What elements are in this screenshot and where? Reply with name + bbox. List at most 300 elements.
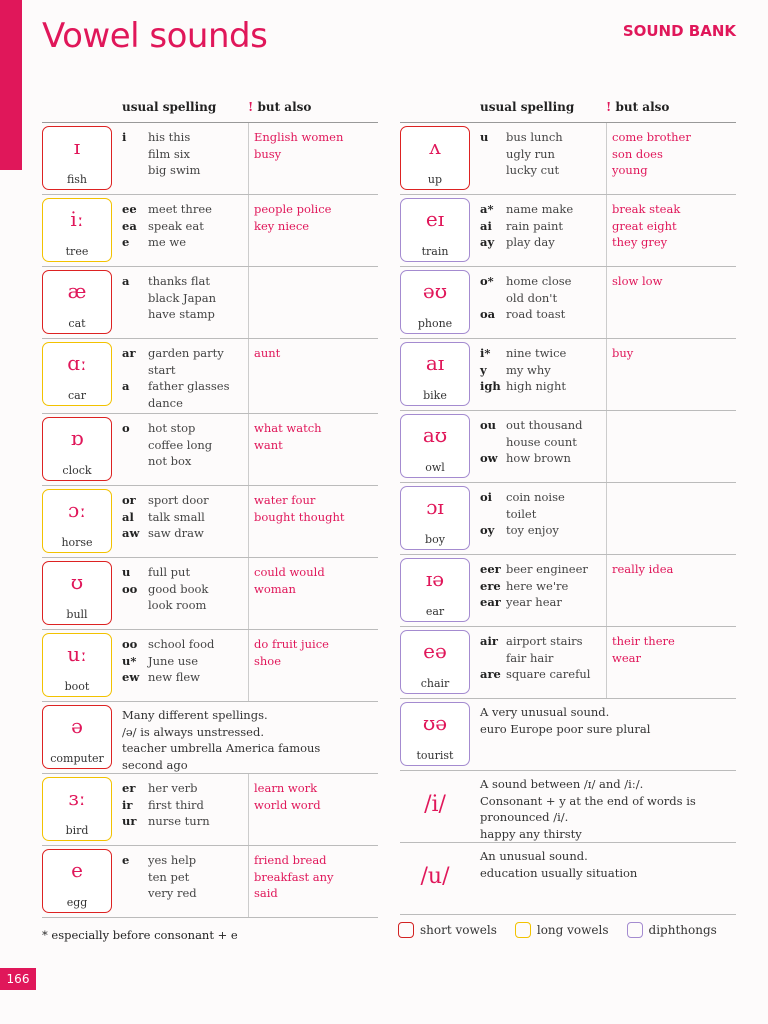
usual-spellings (480, 489, 598, 539)
spelling-line (480, 362, 598, 379)
sound-card (42, 633, 112, 697)
spelling-line (122, 813, 240, 830)
sound-card (400, 342, 470, 406)
phonetic-symbol: /u/ (420, 864, 450, 889)
long-vowel-swatch-icon (515, 922, 531, 938)
usual-spellings (122, 420, 240, 470)
right-column (400, 96, 736, 915)
example-word: phone (417, 317, 453, 330)
sound-row (42, 414, 378, 486)
example-word: tourist (416, 749, 454, 762)
spelling-line (122, 653, 240, 670)
sound-card (42, 777, 112, 841)
sound-row (400, 843, 736, 915)
spelling-letters: ar (122, 346, 136, 360)
but-also-line: busy (254, 146, 282, 161)
spelling-line (122, 564, 240, 581)
but-also-line: their there (612, 634, 675, 648)
spelling-line (480, 234, 598, 251)
sound-note (122, 707, 372, 773)
sound-row (42, 702, 378, 774)
example-word: bird (65, 824, 89, 837)
but-also-examples (612, 633, 736, 666)
spelling-examples: black Japan (148, 290, 217, 305)
but-also-heading: ! but also (248, 100, 312, 114)
usual-spellings (480, 345, 598, 395)
spelling-line (122, 581, 240, 598)
spelling-line (122, 636, 240, 653)
spelling-letters: i (122, 130, 127, 144)
spelling-examples: very red (148, 886, 197, 900)
but-also-examples (254, 345, 378, 362)
legend-diphthong: diphthongs (627, 922, 717, 938)
spelling-line (122, 306, 240, 323)
but-also-line: break steak (612, 202, 681, 216)
example-word: clock (62, 464, 92, 477)
note-line: happy any thirsty (480, 826, 582, 841)
spelling-line (122, 509, 240, 526)
but-also-line: come brother (612, 130, 691, 144)
sound-card (400, 270, 470, 334)
spelling-line (480, 345, 598, 362)
sound-card (42, 705, 112, 769)
spelling-examples: look room (148, 598, 207, 612)
spelling-line (122, 146, 240, 163)
column-divider (248, 846, 249, 917)
but-also-line: really idea (612, 562, 674, 576)
sound-row (400, 267, 736, 339)
spelling-letters: u* (122, 653, 137, 668)
spelling-line (122, 885, 240, 902)
spelling-letters (480, 650, 506, 667)
but-also-examples (254, 492, 378, 525)
usual-spellings (480, 201, 598, 251)
column-header (400, 96, 736, 123)
column-divider (248, 123, 249, 194)
but-also-examples (612, 129, 736, 179)
spelling-examples: square careful (506, 667, 591, 681)
spelling-letters: y (480, 362, 487, 377)
but-also-line: young (612, 163, 648, 177)
phonetic-symbol: iː (70, 207, 84, 231)
spelling-letters: a (122, 379, 130, 393)
spelling-letters (480, 506, 506, 523)
page-number: 166 (0, 968, 36, 990)
spelling-examples: sport door (148, 493, 209, 507)
sound-row (42, 339, 378, 414)
phonetic-symbol: əʊ (422, 279, 448, 303)
spelling-letters (122, 306, 148, 323)
spelling-examples: out thousand (506, 418, 583, 432)
sound-card (400, 774, 470, 838)
spelling-letters (122, 597, 148, 614)
column-divider (248, 414, 249, 485)
phonetic-symbol: ɒ (70, 426, 84, 450)
sound-card (42, 561, 112, 625)
sound-note (480, 704, 730, 737)
column-divider (606, 267, 607, 338)
usual-spellings (122, 129, 240, 179)
usual-spellings (122, 636, 240, 686)
spelling-examples: road toast (506, 307, 566, 321)
sound-card (42, 270, 112, 334)
spelling-letters (122, 146, 148, 163)
spelling-examples: meet three (148, 202, 212, 216)
but-also-line: English women (254, 130, 344, 144)
column-divider (606, 555, 607, 626)
column-divider (606, 483, 607, 554)
usual-spellings (480, 129, 598, 179)
but-also-line: shoe (254, 653, 282, 668)
note-line: pronounced /i/. (480, 810, 569, 824)
spelling-letters (480, 162, 506, 179)
spelling-examples: home close (506, 274, 572, 288)
spelling-line (122, 597, 240, 614)
example-word: bike (423, 389, 447, 402)
spelling-letters: igh (480, 379, 501, 393)
spelling-line (122, 290, 240, 307)
column-divider (248, 339, 249, 413)
but-also-line: what watch (254, 421, 322, 435)
spelling-letters: ir (122, 797, 133, 812)
note-line: Consonant + y at the end of words is (480, 793, 696, 808)
spelling-examples: toilet (506, 506, 537, 521)
spelling-line (480, 146, 598, 163)
usual-spellings (122, 273, 240, 323)
sound-card (42, 849, 112, 913)
spelling-line (480, 306, 598, 323)
spelling-examples: hot stop (148, 421, 196, 435)
example-word: boy (425, 533, 445, 546)
spelling-line (122, 218, 240, 235)
spelling-letters: aw (122, 526, 140, 540)
spelling-letters: a* (480, 202, 494, 216)
sound-card (400, 414, 470, 478)
spelling-examples: start (148, 362, 176, 377)
but-also-line: do fruit juice (254, 637, 329, 651)
spelling-examples: name make (506, 202, 574, 216)
example-word: fish (66, 173, 88, 186)
spelling-line (122, 797, 240, 814)
usual-spellings (480, 633, 598, 683)
column-divider (248, 630, 249, 701)
spelling-letters (122, 362, 148, 379)
spelling-line (122, 492, 240, 509)
usual-spellings (122, 201, 240, 251)
spelling-line (122, 201, 240, 218)
phonetic-symbol: ɜː (68, 786, 86, 810)
spelling-examples: father glasses (148, 379, 230, 393)
spelling-line (480, 633, 598, 650)
spelling-examples: high night (506, 379, 566, 393)
spelling-examples: fair hair (506, 650, 554, 665)
example-word: tree (65, 245, 89, 258)
spelling-examples: ugly run (506, 146, 555, 161)
spelling-letters: ere (480, 578, 501, 593)
sound-note (480, 848, 730, 881)
spelling-examples: nine twice (506, 346, 567, 360)
footnote: * especially before consonant + e (42, 928, 238, 942)
usual-spellings (480, 417, 598, 467)
spelling-examples: not box (148, 454, 192, 468)
usual-spelling-heading: usual spelling (122, 100, 217, 114)
spelling-letters: i* (480, 346, 491, 360)
phonetic-symbol: ʊ (70, 570, 84, 594)
spelling-examples: good book (148, 581, 209, 596)
sound-card (400, 486, 470, 550)
spelling-examples: her verb (148, 781, 198, 795)
spelling-letters (122, 453, 148, 470)
but-also-examples (612, 345, 736, 362)
phonetic-symbol: ə (71, 714, 83, 738)
but-also-line: they grey (612, 235, 668, 249)
phonetic-symbol: ɔː (68, 498, 86, 522)
spelling-examples: here we're (506, 578, 569, 593)
sound-row (400, 771, 736, 843)
spelling-examples: year hear (506, 595, 562, 609)
spelling-letters: ear (480, 595, 501, 609)
spelling-letters: or (122, 493, 136, 507)
spelling-examples: toy enjoy (506, 523, 559, 537)
column-divider (248, 486, 249, 557)
column-divider (606, 411, 607, 482)
but-also-examples (254, 564, 378, 597)
spelling-line (122, 362, 240, 379)
but-also-heading: ! but also (606, 100, 670, 114)
note-line: education usually situation (480, 865, 638, 880)
spelling-letters: al (122, 509, 134, 524)
column-header (42, 96, 378, 123)
spelling-letters: oo (122, 637, 138, 651)
legend-short: short vowels (398, 922, 497, 938)
note-line: A very unusual sound. (480, 705, 610, 719)
sound-card (42, 198, 112, 262)
spelling-examples: house count (506, 434, 577, 449)
example-word: chair (420, 677, 450, 690)
phonetic-symbol: eɪ (425, 207, 445, 231)
spelling-letters: er (122, 781, 136, 795)
spelling-examples: his this (148, 130, 191, 144)
spelling-letters: ow (480, 451, 498, 465)
spelling-letters: ay (480, 235, 495, 249)
spelling-letters (122, 395, 148, 412)
column-divider (248, 774, 249, 845)
spelling-letters: e (122, 235, 130, 249)
but-also-examples (254, 780, 378, 813)
usual-spellings (480, 273, 598, 323)
note-line: An unusual sound. (480, 849, 588, 863)
phonetic-symbol: æ (67, 279, 87, 303)
column-divider (606, 195, 607, 266)
spelling-examples: have stamp (148, 307, 215, 321)
phonetic-symbol: ɔɪ (426, 495, 444, 519)
sound-row (400, 339, 736, 411)
column-divider (606, 627, 607, 698)
example-word: car (68, 389, 86, 402)
spelling-examples: coin noise (506, 490, 565, 504)
but-also-line: said (254, 886, 278, 900)
sound-row (42, 558, 378, 630)
usual-spellings (122, 852, 240, 902)
phonetic-symbol: /i/ (424, 792, 446, 817)
example-word: ear (425, 605, 445, 618)
spelling-letters: o* (480, 274, 494, 288)
spelling-examples: full put (148, 565, 191, 579)
phonetic-symbol: ɪə (425, 567, 445, 591)
spelling-letters (122, 437, 148, 454)
sound-card (400, 846, 470, 910)
note-line: euro Europe poor sure plural (480, 721, 651, 736)
but-also-examples (254, 852, 378, 902)
phonetic-symbol: ʊə (422, 711, 448, 735)
but-also-line: friend bread (254, 853, 327, 867)
spelling-line (122, 129, 240, 146)
column-divider (606, 339, 607, 410)
spelling-letters: air (480, 634, 498, 648)
spelling-examples: speak eat (148, 218, 204, 233)
but-also-examples (254, 636, 378, 669)
but-also-line: people police (254, 202, 332, 216)
sound-card (400, 558, 470, 622)
sound-row (400, 123, 736, 195)
but-also-line: buy (612, 346, 634, 360)
but-also-line: world word (254, 797, 321, 812)
spelling-examples: me we (148, 235, 187, 249)
spelling-line (122, 780, 240, 797)
example-word: cat (68, 317, 86, 330)
spelling-examples: school food (148, 637, 215, 651)
sound-row (42, 267, 378, 339)
spelling-letters: ew (122, 670, 140, 684)
spelling-line (480, 506, 598, 523)
sound-row (400, 483, 736, 555)
sound-row (400, 411, 736, 483)
spelling-letters (480, 146, 506, 163)
spelling-examples: garden party (148, 346, 224, 360)
but-also-examples (612, 273, 736, 290)
sound-card (400, 126, 470, 190)
example-word: horse (61, 536, 93, 549)
spelling-letters: o (122, 421, 130, 435)
but-also-line: breakfast any (254, 869, 334, 884)
sound-row (42, 774, 378, 846)
usual-spellings (480, 561, 598, 611)
sound-card (42, 489, 112, 553)
column-divider (606, 123, 607, 194)
spelling-examples: film six (148, 146, 190, 161)
spelling-letters: oa (480, 307, 496, 321)
note-line: teacher umbrella America famous (122, 741, 321, 755)
but-also-examples (254, 420, 378, 453)
usual-spellings (122, 780, 240, 830)
spelling-examples: play day (506, 235, 555, 249)
short-vowel-swatch-icon (398, 922, 414, 938)
spelling-line (122, 234, 240, 251)
but-also-line: water four (254, 493, 316, 507)
but-also-line: son does (612, 146, 663, 161)
sound-row (42, 630, 378, 702)
spelling-line (122, 395, 240, 412)
phonetic-symbol: aʊ (422, 423, 448, 447)
spelling-examples: yes help (148, 853, 197, 867)
spelling-line (480, 129, 598, 146)
but-also-line: wear (612, 650, 642, 665)
sound-row (42, 846, 378, 918)
phonetic-symbol: ɑː (67, 351, 87, 375)
page-title: Vowel sounds (42, 16, 268, 56)
note-line: /ə/ is always unstressed. (122, 724, 264, 739)
spelling-letters: oy (480, 523, 495, 537)
spelling-examples: coffee long (148, 437, 213, 452)
spelling-examples: bus lunch (506, 130, 563, 144)
spelling-letters: ee (122, 202, 137, 216)
spelling-letters: eer (480, 562, 501, 576)
spelling-line (480, 489, 598, 506)
spelling-examples: thanks flat (148, 274, 210, 288)
note-line: A sound between /ɪ/ and /iː/. (480, 777, 644, 791)
spelling-line (480, 218, 598, 235)
spelling-line (480, 594, 598, 611)
spelling-letters: ea (122, 218, 137, 233)
phonetic-symbol: ɪ (73, 135, 81, 159)
sound-row (400, 195, 736, 267)
phonetic-symbol: ʌ (429, 135, 441, 159)
but-also-examples (254, 129, 378, 162)
example-word: bull (66, 608, 88, 621)
but-also-line: aunt (254, 346, 281, 360)
note-line: second ago (122, 757, 188, 772)
spelling-line (122, 852, 240, 869)
spelling-examples: June use (148, 653, 198, 668)
diphthong-swatch-icon (627, 922, 643, 938)
but-also-line: learn work (254, 781, 318, 795)
spelling-examples: old don't (506, 290, 558, 305)
column-divider (248, 195, 249, 266)
spelling-letters (480, 434, 506, 451)
but-also-line: great eight (612, 218, 677, 233)
sound-card (42, 342, 112, 406)
spelling-line (122, 378, 240, 395)
spelling-line (480, 650, 598, 667)
sound-card (42, 126, 112, 190)
spelling-examples: ten pet (148, 869, 190, 884)
sound-row (42, 195, 378, 267)
spelling-examples: nurse turn (148, 814, 210, 828)
spelling-examples: dance (148, 395, 183, 410)
spelling-examples: saw draw (148, 526, 204, 540)
spelling-line (122, 273, 240, 290)
spelling-examples: how brown (506, 451, 571, 465)
spelling-examples: beer engineer (506, 562, 588, 576)
sound-row (42, 123, 378, 195)
column-divider (248, 267, 249, 338)
spelling-line (122, 420, 240, 437)
example-word: egg (66, 896, 88, 909)
spelling-letters (480, 290, 506, 307)
spelling-letters: oo (122, 581, 138, 596)
spelling-letters: ai (480, 218, 492, 233)
but-also-line: slow low (612, 274, 663, 288)
spelling-letters: oi (480, 490, 493, 504)
sound-row (400, 555, 736, 627)
spelling-line (480, 378, 598, 395)
phonetic-symbol: e (71, 858, 83, 882)
spelling-line (480, 417, 598, 434)
spelling-line (480, 561, 598, 578)
spelling-letters: ou (480, 418, 497, 432)
spelling-line (480, 273, 598, 290)
example-word: boot (64, 680, 90, 693)
